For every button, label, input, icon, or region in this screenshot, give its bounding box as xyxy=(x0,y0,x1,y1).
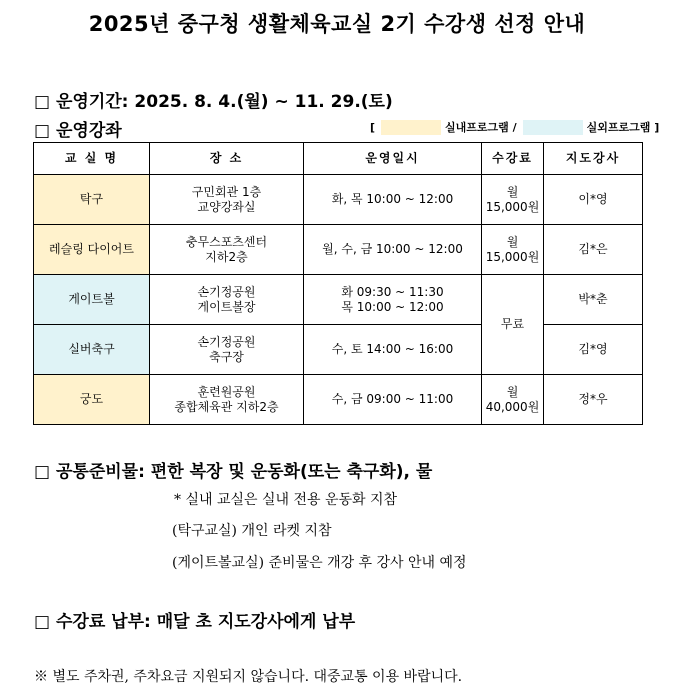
table-row xyxy=(34,375,643,425)
schedule-line: 화, 목 10:00 ~ 12:00 xyxy=(331,192,454,206)
instructor-cell: 김*영 xyxy=(544,325,643,375)
place-line: 충무스포츠센터 xyxy=(185,234,268,249)
schedule-cell xyxy=(304,175,482,225)
course-table xyxy=(33,142,643,425)
outdoor-swatch xyxy=(523,120,583,135)
legend-open-bracket: [ xyxy=(370,120,376,134)
supplies-label: 공통준비물: 편한 복장 및 운동화(또는 축구화), 물 xyxy=(55,462,433,482)
place-line: 축구장 xyxy=(209,349,244,364)
schedule-cell xyxy=(304,275,482,325)
supplies-note: * 실내 교실은 실내 전용 운동화 지참 xyxy=(174,492,398,508)
payment-label: 수강료 납부: 매달 초 지도강사에게 납부 xyxy=(55,612,356,632)
checkbox-square-icon: □ xyxy=(34,462,51,482)
courses-label: 운영강좌 xyxy=(55,121,122,141)
schedule-cell xyxy=(304,375,482,425)
supplies-note: (탁구교실) 개인 라켓 지참 xyxy=(172,523,332,539)
fee-cell xyxy=(482,225,544,275)
fee-line: 15,000원 xyxy=(485,249,540,264)
table-row xyxy=(34,175,643,225)
place-cell xyxy=(150,225,304,275)
header-instructor: 지도강사 xyxy=(544,143,643,175)
legend-outdoor-label: 실외프로그램 ] xyxy=(586,121,660,134)
instructor-cell: 정*우 xyxy=(544,375,643,425)
class-name-cell: 레슬링 다이어트 xyxy=(34,225,150,275)
place-cell xyxy=(150,175,304,225)
schedule-line: 목 10:00 ~ 12:00 xyxy=(341,299,444,314)
section-supplies xyxy=(34,457,432,482)
checkbox-square-icon: □ xyxy=(34,121,51,141)
instructor-cell: 이*영 xyxy=(544,175,643,225)
fee-line: 무료 xyxy=(500,317,525,331)
place-line: 손기정공원 xyxy=(197,334,256,349)
table-header-row xyxy=(34,143,643,175)
instructor-cell: 박*춘 xyxy=(544,275,643,325)
section-courses xyxy=(34,116,122,141)
class-name-cell: 궁도 xyxy=(34,375,150,425)
table-row xyxy=(34,275,643,325)
fee-line: 월 xyxy=(506,384,519,399)
place-line: 구민회관 1층 xyxy=(191,184,262,199)
fee-cell xyxy=(482,175,544,225)
header-place: 장 소 xyxy=(150,143,304,175)
place-line: 훈련원공원 xyxy=(197,384,256,399)
instructor-cell: 김*은 xyxy=(544,225,643,275)
schedule-line: 월, 수, 금 10:00 ~ 12:00 xyxy=(322,242,463,256)
class-name-cell: 탁구 xyxy=(34,175,150,225)
fee-line: 40,000원 xyxy=(485,399,540,414)
fee-line: 월 xyxy=(506,184,519,199)
place-cell xyxy=(150,325,304,375)
place-line: 게이트볼장 xyxy=(197,299,256,314)
schedule-line: 수, 토 14:00 ~ 16:00 xyxy=(331,342,454,356)
period-value: 2025. 8. 4.(월) ~ 11. 29.(토) xyxy=(134,92,393,112)
footer-note: ※ 별도 주차권, 주차요금 지원되지 않습니다. 대중교통 이용 바랍니다. xyxy=(34,669,463,685)
place-line: 지하2층 xyxy=(205,249,248,264)
section-payment xyxy=(34,607,355,632)
supplies-note: (게이트볼교실) 준비물은 개강 후 강사 안내 예정 xyxy=(172,555,467,571)
header-fee: 수강료 xyxy=(482,143,544,175)
fee-cell xyxy=(482,275,544,375)
table-row xyxy=(34,325,643,375)
class-name-cell: 게이트볼 xyxy=(34,275,150,325)
place-cell xyxy=(150,375,304,425)
table-row xyxy=(34,225,643,275)
program-legend xyxy=(370,119,659,135)
schedule-line: 화 09:30 ~ 11:30 xyxy=(341,284,444,299)
fee-line: 월 xyxy=(506,234,519,249)
header-schedule: 운영일시 xyxy=(304,143,482,175)
legend-indoor-label: 실내프로그램 / xyxy=(445,121,517,134)
section-period xyxy=(34,87,393,112)
page-title: 2025년 중구청 생활체육교실 2기 수강생 선정 안내 xyxy=(88,12,586,36)
indoor-swatch xyxy=(381,120,441,135)
period-label: 운영기간: xyxy=(55,92,129,112)
checkbox-square-icon: □ xyxy=(34,92,51,112)
header-class-name: 교 실 명 xyxy=(34,143,150,175)
schedule-cell xyxy=(304,325,482,375)
schedule-cell xyxy=(304,225,482,275)
place-cell xyxy=(150,275,304,325)
place-line: 손기정공원 xyxy=(197,284,256,299)
place-line: 교양강좌실 xyxy=(197,199,256,214)
checkbox-square-icon: □ xyxy=(34,612,51,632)
fee-line: 15,000원 xyxy=(485,199,540,214)
class-name-cell: 실버축구 xyxy=(34,325,150,375)
place-line: 종합체육관 지하2층 xyxy=(174,399,279,414)
fee-cell xyxy=(482,375,544,425)
schedule-line: 수, 금 09:00 ~ 11:00 xyxy=(331,392,454,406)
